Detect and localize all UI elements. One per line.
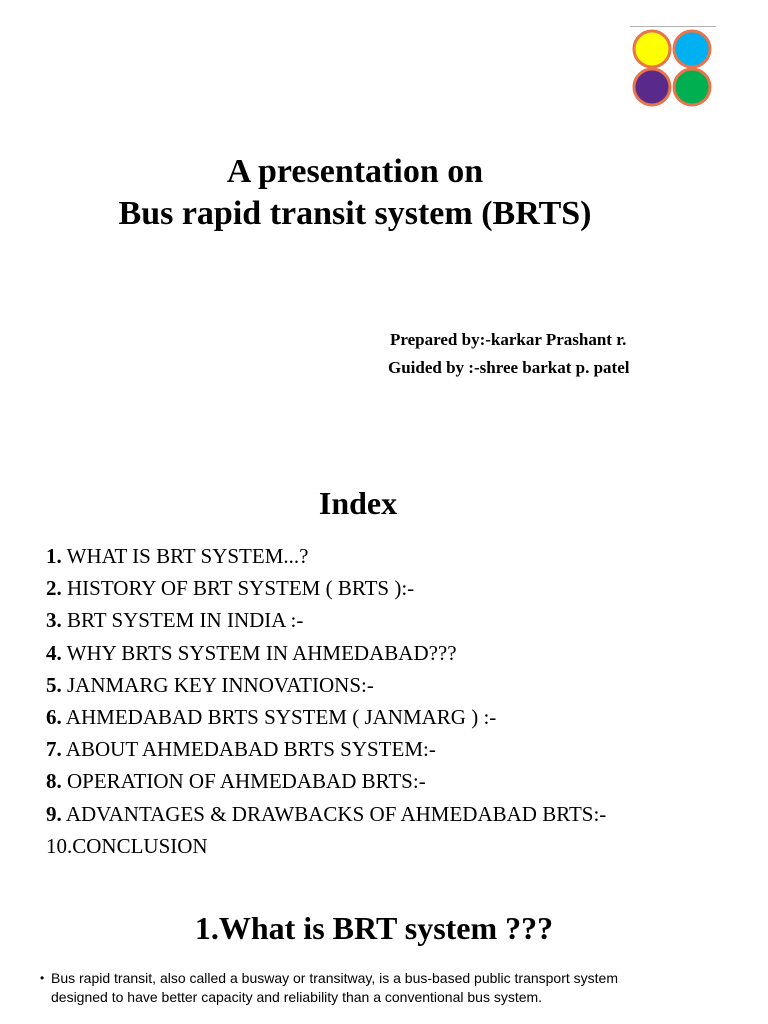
yellow-circle <box>634 31 670 67</box>
index-item-text: ADVANTAGES & DRAWBACKS OF AHMEDABAD BRTS:- <box>61 801 607 826</box>
index-item-text: HISTORY OF BRT SYSTEM ( BRTS ):- <box>61 576 415 601</box>
index-item-number: 7. <box>46 737 62 762</box>
section-heading: 1.What is BRT system ??? <box>194 910 554 946</box>
presentation-title-line-2: Bus rapid transit system (BRTS) <box>118 195 592 232</box>
guided-by-text: Guided by :-shree barkat p. patel <box>388 358 630 377</box>
blue-circle <box>674 31 710 67</box>
index-item-number: 8. <box>46 769 62 794</box>
index-item <box>46 637 606 669</box>
bullet-dot-icon: • <box>40 971 45 985</box>
index-item <box>46 572 606 604</box>
index-item-text: OPERATION OF AHMEDABAD BRTS:- <box>61 769 426 794</box>
bullet-text: Bus rapid transit, also called a busway or transitway, is a bus-based public transport system designed to have better capacity and reliability than a conventional bus system. <box>51 970 618 1005</box>
index-item-number: 6. <box>46 705 62 730</box>
index-item-number: 10. <box>46 833 73 858</box>
index-item-number: 2. <box>46 576 62 601</box>
index-item-text: WHY BRTS SYSTEM IN AHMEDABAD??? <box>61 640 457 665</box>
index-item-text: JANMARG KEY INNOVATIONS:- <box>61 672 374 697</box>
index-item <box>46 701 606 733</box>
index-item-text: WHAT IS BRT SYSTEM...? <box>61 544 309 568</box>
prepared-by-text: Prepared by:-karkar Prashant r. <box>390 330 627 349</box>
index-item <box>46 798 606 830</box>
index-item-number: 1. <box>46 544 62 568</box>
purple-circle <box>634 69 670 105</box>
index-item-number: 4. <box>46 640 62 665</box>
index-item <box>46 669 606 701</box>
index-item-number: 5. <box>46 672 62 697</box>
index-item <box>46 830 606 862</box>
index-item <box>46 765 606 797</box>
index-item-text: ABOUT AHMEDABAD BRTS SYSTEM:- <box>61 737 436 762</box>
index-item <box>46 604 606 636</box>
presentation-title-line-1: A presentation on <box>226 153 484 190</box>
index-list <box>46 540 606 862</box>
index-item-text: AHMEDABAD BRTS SYSTEM ( JANMARG ) :- <box>61 705 497 730</box>
index-item-text: CONCLUSION <box>72 833 208 858</box>
four-circles-logo-icon <box>630 28 716 108</box>
bullet-point <box>40 969 651 1006</box>
green-circle <box>674 69 710 105</box>
logo-top-line <box>630 26 716 27</box>
index-item-text: BRT SYSTEM IN INDIA :- <box>61 608 304 633</box>
index-item-number: 3. <box>46 608 62 633</box>
index-item <box>46 540 606 572</box>
index-item-number: 9. <box>46 801 62 826</box>
index-heading: Index <box>318 485 398 521</box>
index-item <box>46 733 606 765</box>
brts-logo <box>630 26 716 108</box>
